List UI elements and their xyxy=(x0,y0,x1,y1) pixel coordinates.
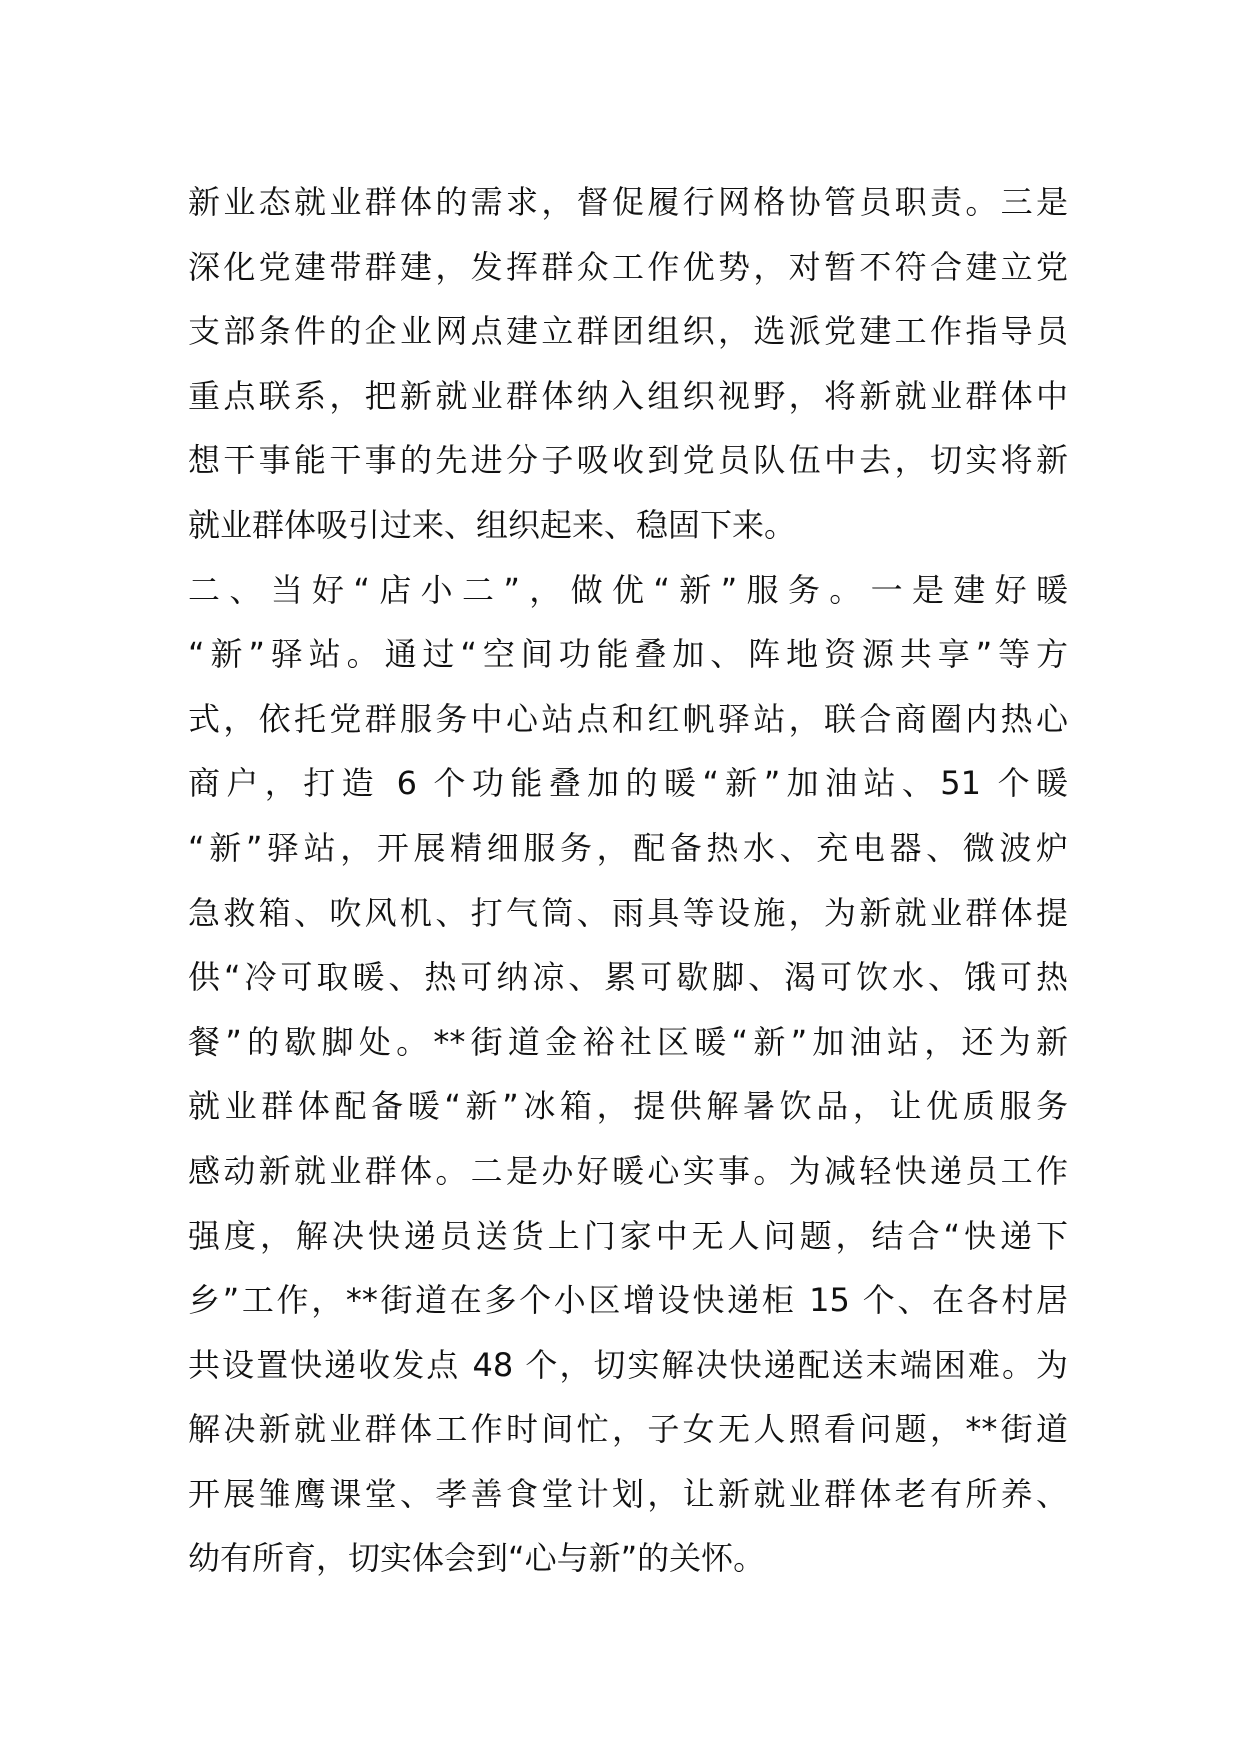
text-line: 重点联系，把新就业群体纳入组织视野，将新就业群体中 xyxy=(188,376,1068,415)
text-line: 强度，解决快递员送货上门家中无人问题，结合“快递下 xyxy=(188,1216,1068,1255)
text-line: 支部条件的企业网点建立群团组织，选派党建工作指导员 xyxy=(188,312,1068,351)
text-line: 二、当好“店小二”，做优“新”服务。一是建好暖 xyxy=(188,570,1068,609)
text-line: 想干事能干事的先进分子吸收到党员队伍中去，切实将新 xyxy=(188,441,1068,480)
text-line: 式，依托党群服务中心站点和红帆驿站，联合商圈内热心 xyxy=(188,699,1068,738)
text-line: 深化党建带群建，发挥群众工作优势，对暂不符合建立党 xyxy=(188,247,1068,286)
text-line: 开展雏鹰课堂、孝善食堂计划，让新就业群体老有所养、 xyxy=(188,1474,1068,1513)
text-line: 乡”工作，**街道在多个小区增设快递柜 15 个、在各村居 xyxy=(188,1281,1068,1320)
text-line: 急救箱、吹风机、打气筒、雨具等设施，为新就业群体提 xyxy=(188,893,1068,932)
text-line: “新”驿站。通过“空间功能叠加、阵地资源共享”等方 xyxy=(188,635,1068,674)
text-line: 供“冷可取暖、热可纳凉、累可歇脚、渴可饮水、饿可热 xyxy=(188,958,1068,997)
text-line: 就业群体吸引过来、组织起来、稳固下来。 xyxy=(188,505,797,544)
text-line: “新”驿站，开展精细服务，配备热水、充电器、微波炉 xyxy=(188,828,1068,867)
text-line: 共设置快递收发点 48 个，切实解决快递配送末端困难。为 xyxy=(188,1345,1068,1384)
text-line: 商户，打造 6 个功能叠加的暖“新”加油站、51 个暖 xyxy=(188,764,1068,803)
text-line: 解决新就业群体工作时间忙，子女无人照看问题，**街道 xyxy=(188,1410,1068,1449)
text-line: 餐”的歇脚处。**街道金裕社区暖“新”加油站，还为新 xyxy=(188,1022,1068,1061)
text-line: 就业群体配备暖“新”冰箱，提供解暑饮品，让优质服务 xyxy=(188,1087,1068,1126)
text-line: 幼有所育，切实体会到“心与新”的关怀。 xyxy=(188,1539,766,1578)
text-line: 新业态就业群体的需求，督促履行网格协管员职责。三是 xyxy=(188,183,1068,221)
body-text xyxy=(188,170,1068,1591)
text-line: 感动新就业群体。二是办好暖心实事。为减轻快递员工作 xyxy=(188,1151,1068,1190)
